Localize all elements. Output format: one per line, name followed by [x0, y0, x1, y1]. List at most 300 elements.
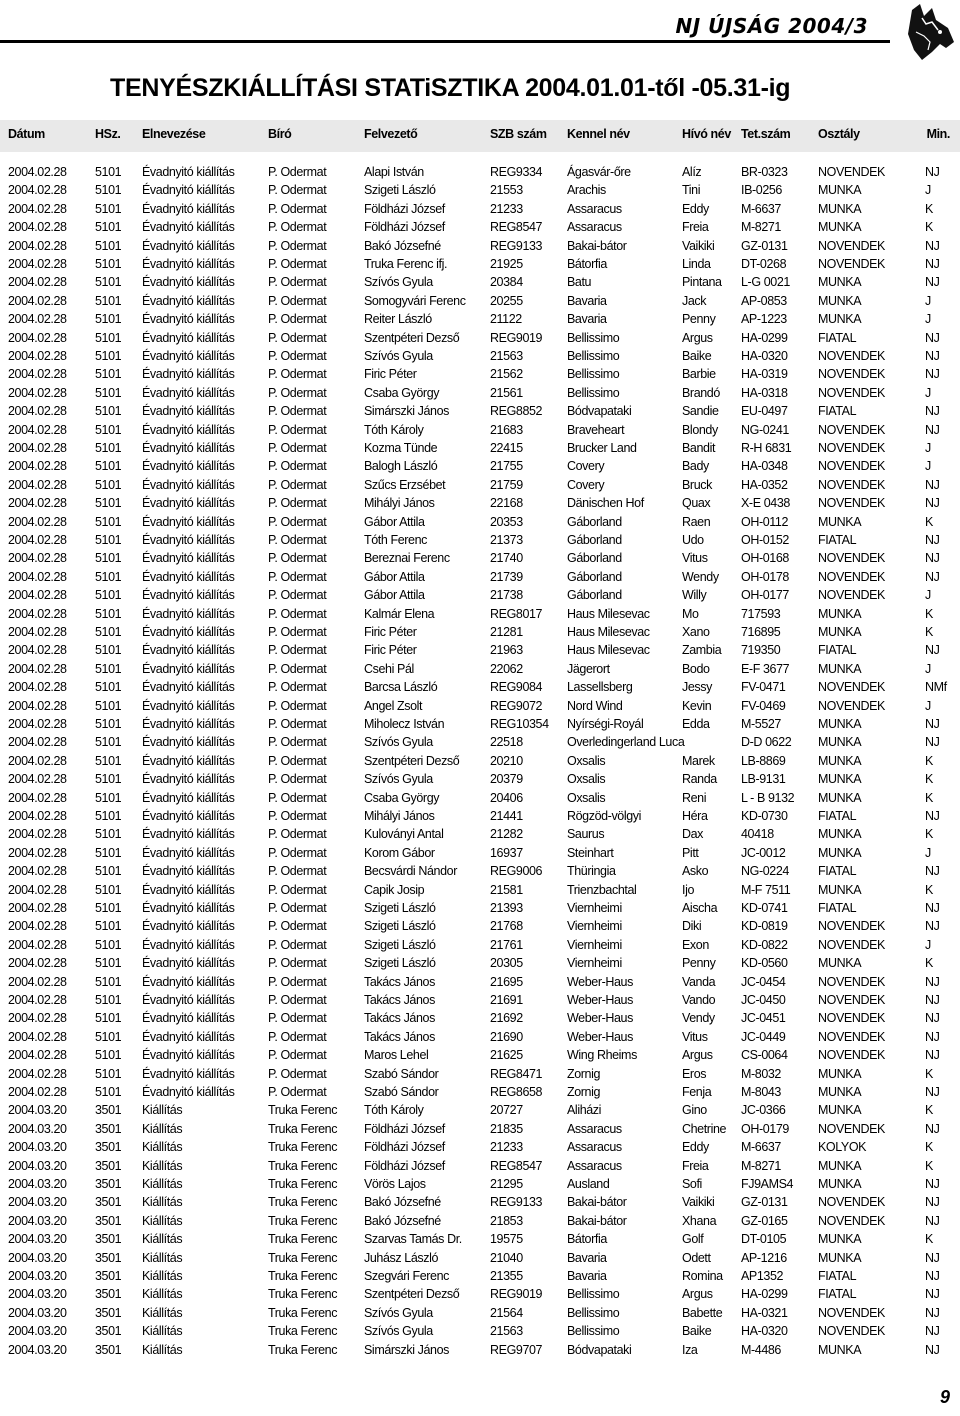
col-szb: 21563	[490, 349, 523, 363]
table-row	[0, 257, 960, 275]
col-date: 2004.02.28	[8, 496, 67, 511]
col-judge: P. Odermat	[268, 551, 327, 566]
col-date: 2004.03.20	[8, 1232, 67, 1247]
col-class: MUNKA	[818, 220, 862, 235]
col-event: Évadnyitó kiállítás	[142, 404, 235, 419]
col-szb: 20406	[490, 790, 523, 805]
col-callname: Eros	[682, 1066, 707, 1081]
col-szb: 21761	[490, 937, 523, 952]
table-row	[0, 901, 960, 919]
col-hsz: 5101	[95, 993, 122, 1007]
table-row	[0, 551, 960, 569]
col-class: NOVENDEK	[818, 385, 885, 400]
col-handler: Juhász László	[364, 1250, 439, 1265]
col-class: MUNKA	[818, 1250, 862, 1265]
col-date: 2004.02.28	[8, 1011, 67, 1026]
col-kennel: Bellissimo	[567, 367, 620, 382]
page-title: TENYÉSZKIÁLLÍTÁSI STATiSZTIKA 2004.01.01-től -05.31-ig	[110, 74, 791, 102]
col-judge: P. Odermat	[268, 183, 327, 198]
col-callname: Dax	[682, 827, 704, 842]
col-grade: NJ	[925, 974, 940, 989]
col-event: Évadnyitó kiállítás	[142, 201, 235, 216]
col-szb: REG9133	[490, 238, 543, 253]
col-judge: P. Odermat	[268, 993, 327, 1007]
col-grade: NJ	[925, 993, 940, 1007]
table-row	[0, 1030, 960, 1048]
table-row	[0, 1122, 960, 1140]
col-judge: Truka Ferenc	[268, 1213, 338, 1228]
col-hsz: 3501	[95, 1158, 122, 1173]
col-kennel: Bátorfia	[567, 1232, 607, 1247]
col-callname: Romina	[682, 1269, 723, 1283]
col-grade: NJ	[925, 496, 940, 511]
col-grade: NJ	[925, 1121, 940, 1136]
col-event: Évadnyitó kiállítás	[142, 937, 235, 952]
col-hsz: 5101	[95, 735, 122, 750]
col-grade: NJ	[925, 477, 940, 492]
col-date: 2004.02.28	[8, 514, 67, 529]
col-handler: Szívós Gyula	[364, 349, 433, 363]
col-date: 2004.02.28	[8, 1029, 67, 1044]
col-kennel: Assaracus	[567, 201, 622, 216]
col-date: 2004.02.28	[8, 238, 67, 253]
col-callname: Freia	[682, 1158, 709, 1173]
col-handler: Bakó Józsefné	[364, 1213, 441, 1228]
col-szb: REG10354	[490, 717, 549, 731]
col-tattoo: HA-0319	[741, 367, 788, 382]
col-hsz: 3501	[95, 1305, 122, 1320]
col-szb: REG8471	[490, 1066, 543, 1081]
col-class: MUNKA	[818, 753, 862, 768]
table-row	[0, 478, 960, 496]
col-hsz: 5101	[95, 569, 122, 584]
col-event: Évadnyitó kiállítás	[142, 661, 235, 676]
col-event: Évadnyitó kiállítás	[142, 790, 235, 805]
col-judge: P. Odermat	[268, 477, 327, 492]
col-hsz: 3501	[95, 1213, 122, 1228]
col-grade: J	[925, 661, 931, 676]
col-grade: K	[925, 1103, 933, 1118]
table-row	[0, 809, 960, 827]
col-judge: P. Odermat	[268, 956, 327, 971]
table-row	[0, 717, 960, 735]
col-tattoo: CS-0064	[741, 1048, 788, 1063]
col-grade: NJ	[925, 551, 940, 566]
col-tattoo: JC-0450	[741, 993, 786, 1007]
table-row	[0, 607, 960, 625]
table-row	[0, 183, 960, 201]
col-hsz: 5101	[95, 201, 122, 216]
col-class: MUNKA	[818, 183, 862, 198]
col-szb: 21683	[490, 422, 523, 437]
col-kennel: Viernheimi	[567, 937, 622, 952]
table-row	[0, 827, 960, 845]
col-event: Évadnyitó kiállítás	[142, 845, 235, 860]
col-handler: Takács János	[364, 1029, 435, 1044]
col-class: NOVENDEK	[818, 974, 885, 989]
col-grade: NJ	[925, 1287, 940, 1302]
col-callname: Héra	[682, 809, 708, 823]
col-tattoo: AP-1216	[741, 1250, 787, 1265]
col-class: MUNKA	[818, 1342, 862, 1357]
table-row	[0, 220, 960, 238]
col-date: 2004.02.28	[8, 625, 67, 639]
col-kennel: Gáborland	[567, 551, 622, 566]
col-szb: 21355	[490, 1269, 523, 1283]
col-hsz: 5101	[95, 772, 122, 787]
col-kennel: Steinhart	[567, 845, 614, 860]
col-hsz: 5101	[95, 165, 122, 179]
col-tattoo: HA-0318	[741, 385, 788, 400]
col-event: Évadnyitó kiállítás	[142, 459, 235, 474]
col-szb: 21581	[490, 882, 523, 897]
col-grade: NJ	[925, 864, 940, 879]
col-grade: J	[925, 183, 931, 198]
col-handler: Maros Lehel	[364, 1048, 429, 1063]
col-date: 2004.02.28	[8, 937, 67, 952]
col-class: FIATAL	[818, 643, 857, 658]
col-handler: Szigeti László	[364, 919, 436, 934]
col-tattoo: OH-0152	[741, 533, 789, 547]
col-class: MUNKA	[818, 1158, 862, 1173]
col-callname: Babette	[682, 1305, 723, 1320]
col-szb: 21040	[490, 1250, 523, 1265]
col-handler: Szentpéteri Dezső	[364, 330, 460, 345]
col-grade: J	[925, 293, 931, 308]
col-judge: P. Odermat	[268, 864, 327, 879]
col-kennel: Nyírségi-Royál	[567, 717, 644, 731]
col-callname: Reni	[682, 790, 707, 805]
table-row	[0, 294, 960, 312]
col-tattoo: DT-0105	[741, 1232, 787, 1247]
col-grade: NJ	[925, 809, 940, 823]
col-class: NOVENDEK	[818, 367, 885, 382]
col-hsz: 5101	[95, 606, 122, 621]
col-hsz: 5101	[95, 974, 122, 989]
col-hsz: 3501	[95, 1177, 122, 1191]
col-callname: Linda	[682, 257, 711, 271]
col-hsz: 3501	[95, 1324, 122, 1339]
col-szb: 21233	[490, 201, 523, 216]
col-grade: K	[925, 1140, 933, 1155]
col-date: 2004.02.28	[8, 606, 67, 621]
col-callname: Exon	[682, 937, 709, 952]
col-date: 2004.02.28	[8, 1066, 67, 1081]
col-kennel: Assaracus	[567, 1121, 622, 1136]
col-grade: K	[925, 1158, 933, 1173]
col-date: 2004.02.28	[8, 735, 67, 750]
table-row	[0, 883, 960, 901]
col-grade: NJ	[925, 1269, 940, 1283]
col-callname: Iza	[682, 1342, 698, 1357]
table-row	[0, 1067, 960, 1085]
col-szb: 20210	[490, 753, 523, 768]
col-handler: Takács János	[364, 993, 435, 1007]
col-grade: K	[925, 1232, 933, 1247]
col-date: 2004.02.28	[8, 569, 67, 584]
col-event: Évadnyitó kiállítás	[142, 165, 235, 179]
col-tattoo: OH-0112	[741, 514, 788, 529]
col-date: 2004.02.28	[8, 312, 67, 327]
col-szb: 19575	[490, 1232, 523, 1247]
col-tattoo: HA-0320	[741, 349, 788, 363]
col-date: 2004.03.20	[8, 1177, 67, 1191]
col-class: FIATAL	[818, 1269, 857, 1283]
col-event: Évadnyitó kiállítás	[142, 735, 235, 750]
col-date: 2004.03.20	[8, 1342, 67, 1357]
table-row	[0, 993, 960, 1011]
header-col-judge: Bíró	[268, 127, 292, 141]
col-event: Évadnyitó kiállítás	[142, 551, 235, 566]
col-hsz: 5101	[95, 183, 122, 198]
col-tattoo: 716895	[741, 625, 781, 639]
col-date: 2004.02.28	[8, 533, 67, 547]
col-judge: P. Odermat	[268, 514, 327, 529]
table-row	[0, 846, 960, 864]
col-judge: Truka Ferenc	[268, 1121, 338, 1136]
col-grade: K	[925, 827, 933, 842]
col-grade: NJ	[925, 1029, 940, 1044]
col-event: Évadnyitó kiállítás	[142, 919, 235, 934]
col-handler: Csehi Pál	[364, 661, 414, 676]
col-event: Évadnyitó kiállítás	[142, 698, 235, 713]
col-szb: REG9019	[490, 1287, 543, 1302]
col-callname: Argus	[682, 330, 713, 345]
col-kennel: Viernheimi	[567, 919, 622, 934]
col-handler: Csaba György	[364, 385, 440, 400]
col-szb: 21768	[490, 919, 523, 934]
col-class: MUNKA	[818, 882, 862, 897]
col-class: MUNKA	[818, 514, 862, 529]
col-tattoo: EU-0497	[741, 404, 788, 419]
col-szb: 21563	[490, 1324, 523, 1339]
col-hsz: 5101	[95, 459, 122, 474]
col-kennel: Weber-Haus	[567, 1029, 633, 1044]
col-tattoo: M-5527	[741, 717, 781, 731]
col-date: 2004.02.28	[8, 864, 67, 879]
col-event: Évadnyitó kiállítás	[142, 477, 235, 492]
col-class: NOVENDEK	[818, 551, 885, 566]
col-date: 2004.02.28	[8, 827, 67, 842]
col-judge: P. Odermat	[268, 937, 327, 952]
col-handler: Gábor Attila	[364, 569, 425, 584]
table-row	[0, 515, 960, 533]
col-callname: Golf	[682, 1232, 704, 1247]
col-szb: 21233	[490, 1140, 523, 1155]
table-row	[0, 275, 960, 293]
col-class: NOVENDEK	[818, 1195, 885, 1210]
col-grade: J	[925, 698, 931, 713]
col-szb: REG9006	[490, 864, 543, 879]
col-grade: J	[925, 459, 931, 474]
col-judge: P. Odermat	[268, 661, 327, 676]
col-grade: NJ	[925, 1177, 940, 1191]
col-event: Évadnyitó kiállítás	[142, 496, 235, 511]
col-event: Évadnyitó kiállítás	[142, 385, 235, 400]
col-callname: Vaikiki	[682, 238, 715, 253]
col-tattoo: OH-0168	[741, 551, 789, 566]
col-event: Évadnyitó kiállítás	[142, 514, 235, 529]
col-event: Évadnyitó kiállítás	[142, 1048, 235, 1063]
col-judge: P. Odermat	[268, 385, 327, 400]
col-handler: Csaba György	[364, 790, 440, 805]
col-handler: Bakó Józsefné	[364, 238, 441, 253]
col-hsz: 5101	[95, 661, 122, 676]
col-callname: Bandit	[682, 441, 716, 455]
col-kennel: Covery	[567, 459, 605, 474]
col-tattoo: LB-8869	[741, 753, 786, 768]
col-event: Kiállítás	[142, 1250, 183, 1265]
col-tattoo: 719350	[741, 643, 781, 658]
col-class: MUNKA	[818, 717, 862, 731]
col-date: 2004.02.28	[8, 717, 67, 731]
col-callname: Penny	[682, 956, 716, 971]
col-event: Kiállítás	[142, 1103, 183, 1118]
col-event: Kiállítás	[142, 1140, 183, 1155]
col-date: 2004.02.28	[8, 661, 67, 676]
col-date: 2004.02.28	[8, 165, 67, 179]
col-kennel: Weber-Haus	[567, 974, 633, 989]
col-hsz: 5101	[95, 1048, 122, 1063]
col-tattoo: M-6637	[741, 1140, 781, 1155]
header-col-date: Dátum	[8, 127, 45, 141]
col-class: NOVENDEK	[818, 919, 885, 934]
col-tattoo: HA-0321	[741, 1305, 788, 1320]
col-class: MUNKA	[818, 312, 862, 327]
col-handler: Szarvas Tamás Dr.	[364, 1232, 462, 1247]
col-handler: Szívós Gyula	[364, 772, 433, 787]
col-event: Kiállítás	[142, 1269, 183, 1283]
col-hsz: 5101	[95, 551, 122, 566]
table-row	[0, 1177, 960, 1195]
col-kennel: Gáborland	[567, 569, 622, 584]
col-tattoo: JC-0451	[741, 1011, 786, 1026]
header-col-event: Elnevezése	[142, 127, 206, 141]
col-judge: P. Odermat	[268, 238, 327, 253]
col-tattoo: AP-0853	[741, 293, 787, 308]
table-row	[0, 349, 960, 367]
col-grade: NJ	[925, 717, 940, 731]
col-szb: 21295	[490, 1177, 523, 1191]
col-handler: Szűcs Erzsébet	[364, 477, 446, 492]
col-kennel: Assaracus	[567, 1158, 622, 1173]
table-row	[0, 1251, 960, 1269]
col-grade: NJ	[925, 275, 940, 290]
col-tattoo: X-E 0438	[741, 496, 790, 511]
col-class: FIATAL	[818, 864, 857, 879]
col-judge: P. Odermat	[268, 293, 327, 308]
col-date: 2004.02.28	[8, 772, 67, 787]
col-grade: K	[925, 956, 933, 971]
col-event: Kiállítás	[142, 1305, 183, 1320]
col-tattoo: 40418	[741, 827, 774, 842]
col-judge: P. Odermat	[268, 680, 327, 695]
col-handler: Korom Gábor	[364, 845, 435, 860]
col-class: FIATAL	[818, 533, 857, 547]
col-hsz: 5101	[95, 790, 122, 805]
col-judge: P. Odermat	[268, 275, 327, 290]
col-hsz: 5101	[95, 441, 122, 455]
col-szb: 21282	[490, 827, 523, 842]
col-callname: Bruck	[682, 477, 712, 492]
table-row	[0, 459, 960, 477]
col-szb: 21691	[490, 993, 523, 1007]
col-kennel: Overledingerland Luca	[567, 735, 685, 750]
col-date: 2004.02.28	[8, 753, 67, 768]
col-tattoo: HA-0299	[741, 1287, 788, 1302]
col-callname: Bodo	[682, 661, 710, 676]
col-kennel: Bátorfia	[567, 257, 607, 271]
col-kennel: Dänischen Hof	[567, 496, 644, 511]
col-handler: Tóth Károly	[364, 1103, 424, 1118]
col-kennel: Ágasvár-őre	[567, 165, 631, 179]
col-event: Évadnyitó kiállítás	[142, 901, 235, 915]
col-class: MUNKA	[818, 1103, 862, 1118]
col-hsz: 5101	[95, 882, 122, 897]
col-handler: Truka Ferenc ifj.	[364, 257, 448, 271]
col-judge: Truka Ferenc	[268, 1269, 338, 1283]
col-tattoo: FV-0469	[741, 698, 786, 713]
col-szb: 21755	[490, 459, 523, 474]
col-event: Évadnyitó kiállítás	[142, 606, 235, 621]
col-callname: Raen	[682, 514, 711, 529]
col-judge: P. Odermat	[268, 753, 327, 768]
col-kennel: Covery	[567, 477, 605, 492]
col-callname: Vaikiki	[682, 1195, 715, 1210]
col-tattoo: FV-0471	[741, 680, 786, 695]
col-callname: Vando	[682, 993, 716, 1007]
col-kennel: Assaracus	[567, 220, 622, 235]
col-date: 2004.02.28	[8, 349, 67, 363]
col-hsz: 3501	[95, 1140, 122, 1155]
col-class: MUNKA	[818, 1177, 862, 1191]
col-event: Évadnyitó kiállítás	[142, 993, 235, 1007]
col-judge: P. Odermat	[268, 404, 327, 419]
col-szb: REG9072	[490, 698, 543, 713]
col-class: NOVENDEK	[818, 257, 885, 271]
col-handler: Reiter László	[364, 312, 432, 327]
table-row	[0, 386, 960, 404]
col-szb: 21393	[490, 901, 523, 915]
col-judge: Truka Ferenc	[268, 1324, 338, 1339]
table-row	[0, 956, 960, 974]
col-class: MUNKA	[818, 293, 862, 308]
col-callname: Diki	[682, 919, 702, 934]
col-handler: Földházi József	[364, 220, 445, 235]
col-judge: P. Odermat	[268, 882, 327, 897]
col-tattoo: OH-0178	[741, 569, 789, 584]
col-kennel: Gáborland	[567, 514, 622, 529]
col-event: Évadnyitó kiállítás	[142, 772, 235, 787]
col-class: NOVENDEK	[818, 477, 885, 492]
header-col-tattoo: Tet.szám	[741, 127, 791, 141]
col-hsz: 3501	[95, 1195, 122, 1210]
col-tattoo: M-F 7511	[741, 882, 791, 897]
col-judge: P. Odermat	[268, 790, 327, 805]
col-callname: Mo	[682, 606, 699, 621]
col-szb: REG8547	[490, 1158, 543, 1173]
col-date: 2004.02.28	[8, 1085, 67, 1099]
col-kennel: Batu	[567, 275, 592, 290]
col-kennel: Zornig	[567, 1066, 601, 1081]
col-class: MUNKA	[818, 1232, 862, 1247]
col-grade: NJ	[925, 1085, 940, 1099]
col-tattoo: NG-0241	[741, 422, 789, 437]
col-date: 2004.03.20	[8, 1140, 67, 1155]
col-hsz: 5101	[95, 643, 122, 658]
col-szb: 21564	[490, 1305, 523, 1320]
col-callname: Zambia	[682, 643, 722, 658]
